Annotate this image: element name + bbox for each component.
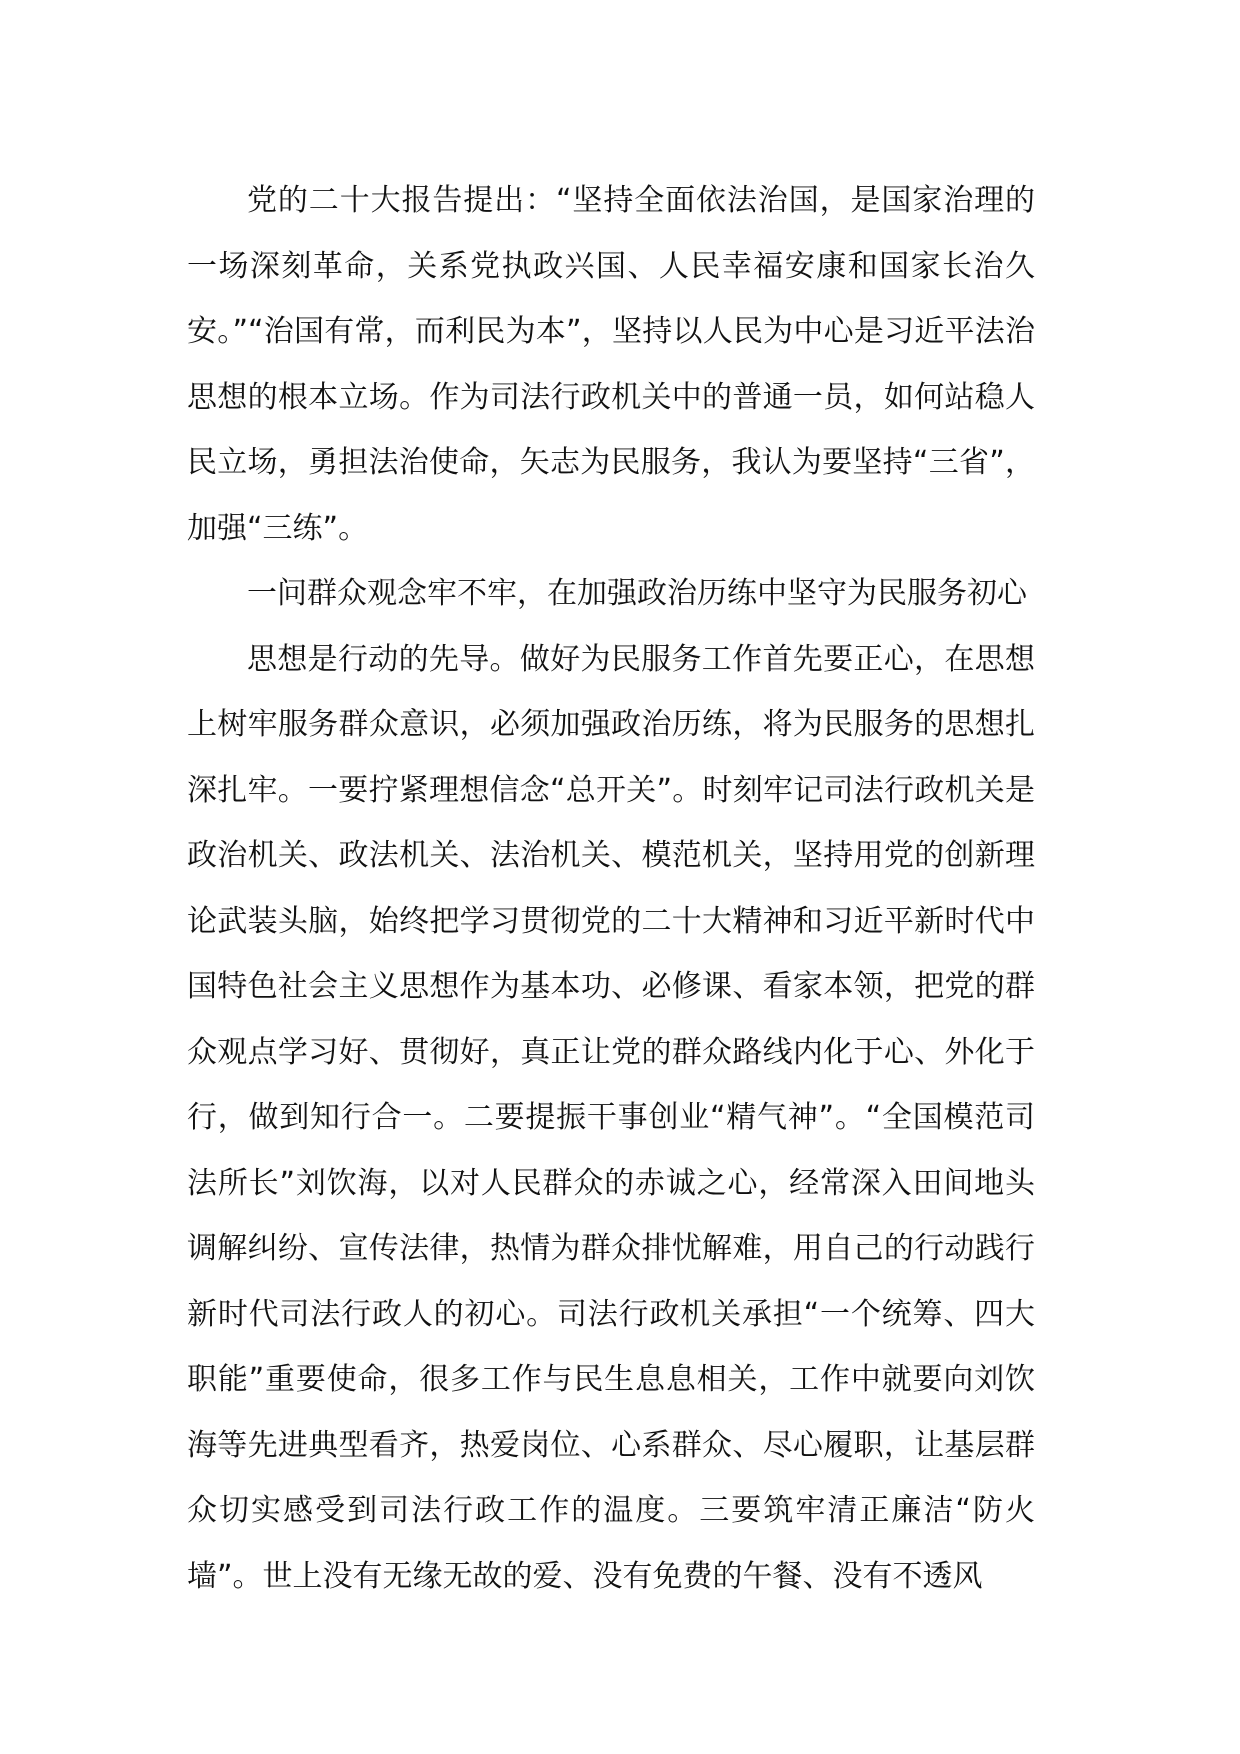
body-paragraph: 思想是行动的先导。做好为民服务工作首先要正心，在思想上树牢服务群众意识，必须加强政治历练，将为民服务的思想扎深扎牢。一要拧紧理想信念“总开关”。时刻牢记司法行政机关是政治机关、政法机关、法治机关、模范机关，坚持用党的创新理论武装头脑，始终把学习贯彻党的二十大精神和习近平新时代中国特色社会主义思想作为基本功、必修课、看家本领，把党的群众观点学习好、贯彻好，真正让党的群众路线内化于心、外化于行，做到知行合一。二要提振干事创业“精气神”。“全国模范司法所长”刘饮海，以对人民群众的赤诚之心，经常深入田间地头调解纠纷、宣传法律，热情为群众排忧解难，用自己的行动践行新时代司法行政人的初心。司法行政机关承担“一个统筹、四大职能”重要使命，很多工作与民生息息相关，工作中就要向刘饮海等先进典型看齐，热爱岗位、心系群众、尽心履职，让基层群众切实感受到司法行政工作的温度。三要筑牢清正廉洁“防火墙”。世上没有无缘无故的爱、没有免费的午餐、没有不透风 (187, 641, 1035, 1594)
intro-paragraph: 党的二十大报告提出：“坚持全面依法治国，是国家治理的一场深刻革命，关系党执政兴国、人民幸福安康和国家长治久安。”“治国有常，而利民为本”，坚持以人民为中心是习近平法治思想的根本立场。作为司法行政机关中的普通一员，如何站稳人民立场，勇担法治使命，矢志为民服务，我认为要坚持“三省”，加强“三练”。 (187, 183, 1035, 546)
document-body (187, 168, 1035, 1609)
section-heading: 一问群众观念牢不牢，在加强政治历练中坚守为民服务初心 (247, 576, 1027, 611)
